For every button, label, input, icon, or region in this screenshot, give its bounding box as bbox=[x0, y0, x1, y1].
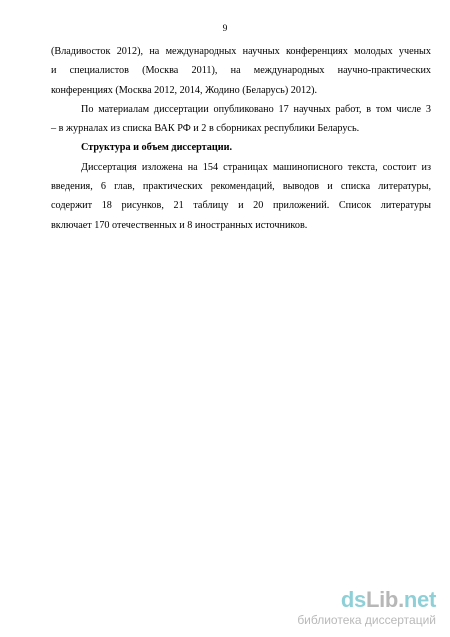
text-line: содержит 18 рисунков, 21 таблицу и 20 приложений. Список литературы bbox=[51, 200, 431, 212]
text-line: и специалистов (Москва 2011), на международных научно-практических bbox=[51, 65, 431, 77]
heading-text: Структура и объем диссертации. bbox=[81, 142, 233, 154]
section-heading bbox=[51, 138, 431, 157]
text-line: По материалам диссертации опубликовано 17 научных работ, в том числе 3 bbox=[81, 103, 431, 115]
logo-dot: . bbox=[398, 587, 404, 612]
text-line: введения, 6 глав, практических рекомендаций, выводов и списка литературы, bbox=[51, 181, 431, 193]
watermark-subtitle: библиотека диссертаций bbox=[297, 613, 436, 627]
text-line: Диссертация изложена на 154 страницах машинописного текста, состоит из bbox=[81, 161, 431, 173]
logo-lib: Lib bbox=[365, 587, 399, 612]
paragraph-3 bbox=[51, 158, 431, 235]
text-line: включает 170 отечественных и 8 иностранных источников. bbox=[51, 219, 308, 231]
logo-net: net bbox=[403, 587, 436, 612]
dslib-watermark[interactable] bbox=[236, 588, 436, 627]
text-line: (Владивосток 2012), на международных научных конференциях молодых ученых bbox=[51, 46, 431, 57]
page-number: 9 bbox=[222, 24, 228, 34]
logo-ds: ds bbox=[340, 587, 366, 612]
text-line: – в журналах из списка ВАК РФ и 2 в сборниках республики Беларусь. bbox=[51, 123, 360, 135]
document-body bbox=[51, 42, 431, 235]
dslib-logo bbox=[236, 588, 436, 612]
paragraph-2 bbox=[51, 100, 431, 139]
text-line: конференциях (Москва 2012, 2014, Жодино (Беларусь) 2012). bbox=[51, 84, 318, 96]
paragraph-1 bbox=[51, 42, 431, 100]
